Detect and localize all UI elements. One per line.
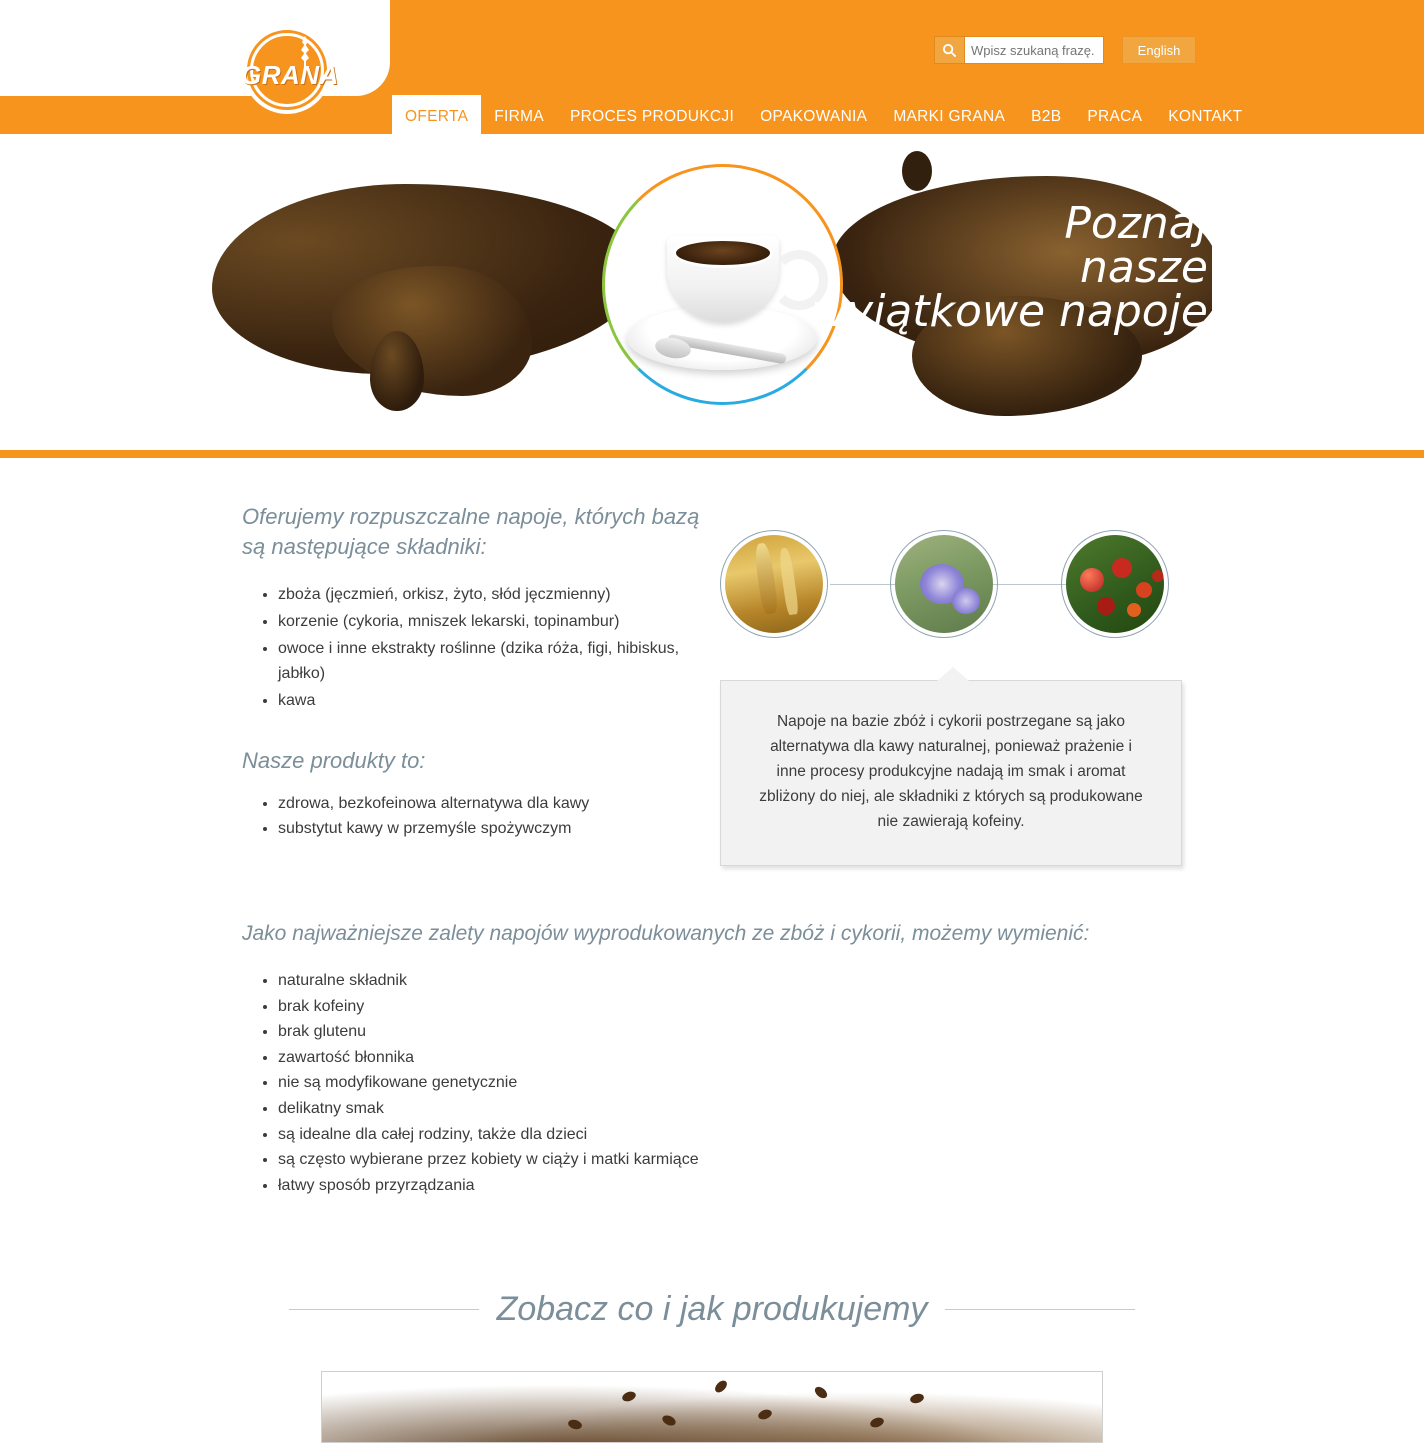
list-item: • kawa xyxy=(278,689,698,714)
list-item: • brak kofeiny xyxy=(278,994,878,1020)
list-item: • substytut kawy w przemyśle spożywczym xyxy=(278,817,738,842)
nav-item-opakowania[interactable]: OPAKOWANIA xyxy=(760,107,868,125)
coffee-bean-icon xyxy=(813,1385,830,1401)
nav-item-oferta[interactable]: OFERTA xyxy=(392,95,481,138)
wheat-circle-image xyxy=(720,530,828,638)
ingredients-list xyxy=(258,583,698,714)
coffee-droplet xyxy=(902,151,932,191)
search-box[interactable] xyxy=(934,36,1104,64)
site-header xyxy=(0,0,1424,138)
coffee-bean-icon xyxy=(713,1379,729,1395)
coffee-bean-icon xyxy=(909,1393,925,1405)
nav-item-firma[interactable]: FIRMA xyxy=(494,107,544,125)
advantages-heading: Jako najważniejsze zalety napojów wyprodukowanych ze zbóż i cykorii, możemy wymienić: xyxy=(242,922,1090,946)
page-content xyxy=(0,502,1424,1443)
nav-item-kontakt[interactable]: KONTAKT xyxy=(1168,107,1243,125)
logo-text: GRANA xyxy=(241,60,339,90)
ingredient-circles xyxy=(720,530,1190,640)
hero-tagline-line-1: Poznaj xyxy=(1064,198,1208,249)
language-switch-button[interactable]: English xyxy=(1122,36,1196,64)
list-item: • łatwy sposób przyrządzania xyxy=(278,1173,878,1199)
intro-heading: Oferujemy rozpuszczalne napoje, których bazą są następujące składniki: xyxy=(242,504,700,559)
coffee-bean-icon xyxy=(661,1414,677,1428)
products-list xyxy=(258,792,738,842)
search-icon xyxy=(942,43,957,58)
separator-line-left xyxy=(289,1309,479,1310)
chicory-flower-circle-image xyxy=(890,530,998,638)
list-item: • zawartość błonnika xyxy=(278,1045,878,1071)
coffee-splash-left-secondary xyxy=(332,266,532,396)
content-wrapper xyxy=(212,502,1212,1443)
search-input[interactable] xyxy=(964,36,1104,64)
list-item: • nie są modyfikowane genetycznie xyxy=(278,1070,878,1096)
list-item: • korzenie (cykoria, mniszek lekarski, topinambur) xyxy=(278,610,698,635)
list-item: • zboża (jęczmień, orkisz, żyto, słód jęczmienny) xyxy=(278,583,698,608)
section-title: Zobacz co i jak produkujemy xyxy=(496,1290,928,1329)
info-callout-text: Napoje na bazie zbóż i cykorii postrzegane są jako alternatywa dla kawy naturalnej, ponieważ prażenie i inne procesy produkcyjne nadają im smak i aromat zbliżony do niej, ale składniki z których są produkowane nie zawierają kofeiny. xyxy=(759,713,1143,831)
hero-tagline xyxy=(788,198,1208,337)
search-button[interactable] xyxy=(934,36,964,64)
hero-tagline-line-2: nasze xyxy=(1080,242,1208,293)
coffee-bean-icon xyxy=(869,1416,885,1429)
nav-item-marki-grana[interactable]: MARKI GRANA xyxy=(893,107,1006,125)
nav-item-proces-produkcji[interactable]: PROCES PRODUKCJI xyxy=(569,107,735,125)
separator-line-right xyxy=(945,1309,1135,1310)
coffee-liquid xyxy=(673,238,773,268)
advantages-list xyxy=(258,968,878,1198)
nav-item-b2b[interactable]: B2B xyxy=(1031,107,1062,125)
main-navigation xyxy=(392,95,1255,138)
list-item: • owoce i inne ekstrakty roślinne (dzika róża, figi, hibiskus, jabłko) xyxy=(278,637,698,687)
list-item: • naturalne składnik xyxy=(278,968,878,994)
callout-arrow xyxy=(937,667,969,681)
hero-banner xyxy=(0,138,1424,458)
video-preview[interactable] xyxy=(321,1371,1103,1443)
fruits-berries-circle-image xyxy=(1061,530,1169,638)
coffee-bean-icon xyxy=(621,1390,637,1403)
info-callout-box xyxy=(720,680,1182,866)
site-logo[interactable] xyxy=(243,26,383,114)
list-item: • są idealne dla całej rodziny, także dla dzieci xyxy=(278,1122,878,1148)
coffee-bean-icon xyxy=(567,1419,583,1431)
logo-registered-mark: ® xyxy=(369,64,376,74)
list-item: • są często wybierane przez kobiety w ciąży i matki karmiące xyxy=(278,1147,878,1173)
hero-tagline-line-3: wyjątkowe napoje xyxy=(811,286,1208,337)
products-heading: Nasze produkty to: xyxy=(242,748,426,774)
coffee-bean-icon xyxy=(757,1408,773,1421)
list-item: • brak glutenu xyxy=(278,1019,878,1045)
section-separator xyxy=(212,1290,1212,1329)
hero-image xyxy=(212,146,1212,434)
nav-item-praca[interactable]: PRACA xyxy=(1087,107,1143,125)
list-item: • zdrowa, bezkofeinowa alternatywa dla kawy xyxy=(278,792,738,817)
list-item: • delikatny smak xyxy=(278,1096,878,1122)
